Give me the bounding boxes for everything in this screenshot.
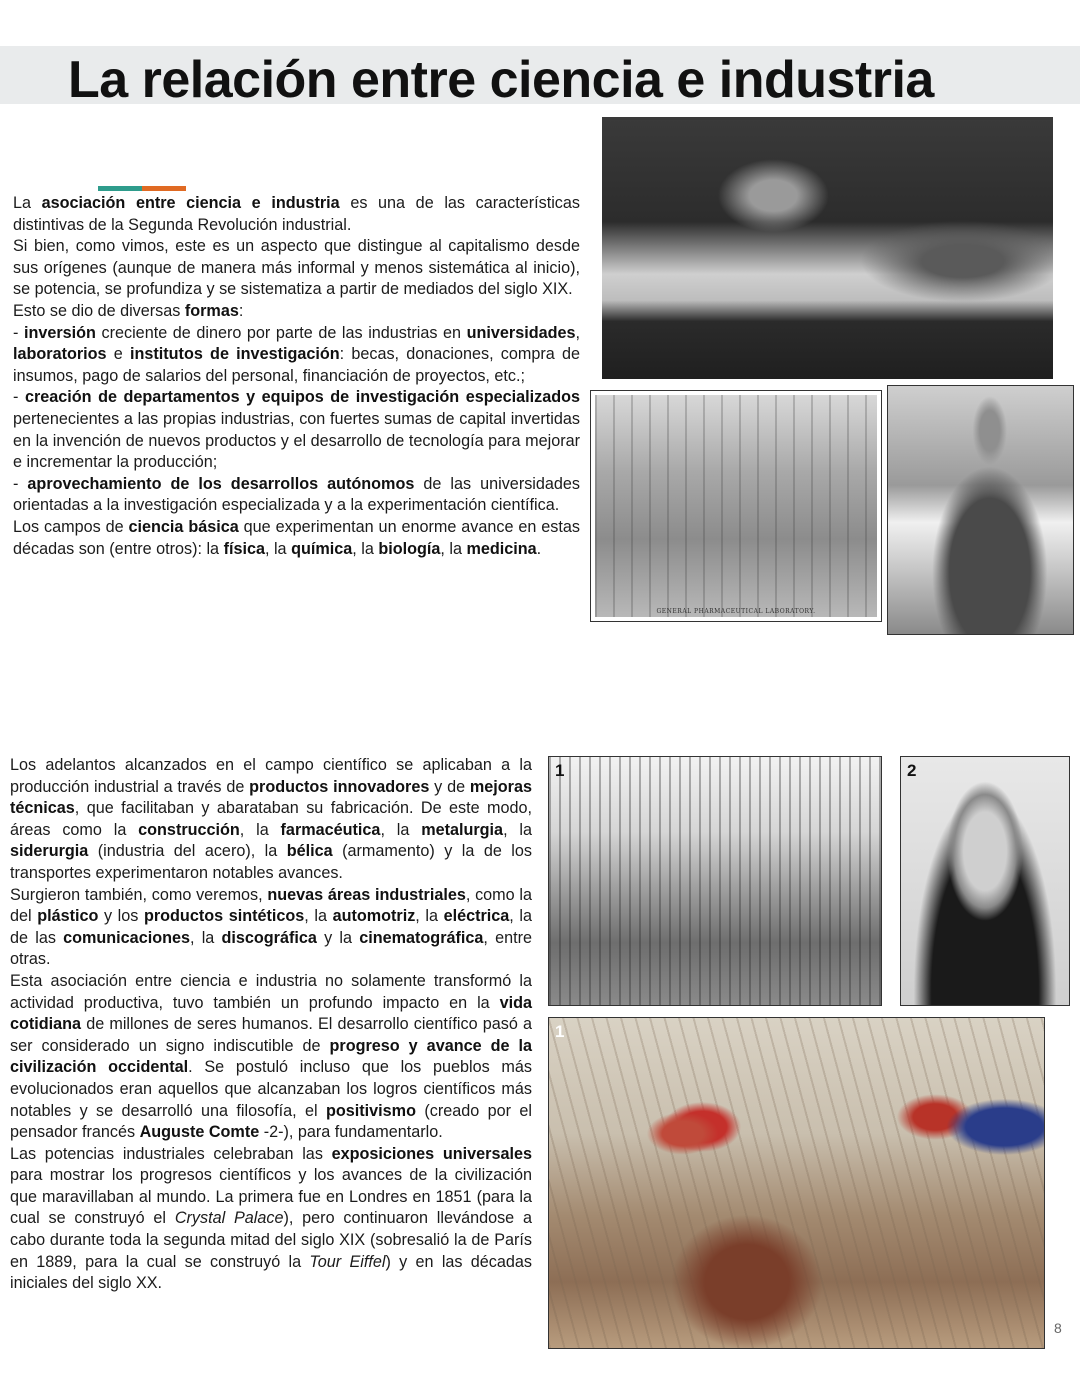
bold-text: automotriz (332, 907, 416, 926)
bold-text: vida cotidiana (10, 993, 532, 1034)
bold-text: universidades (466, 323, 576, 342)
pharmaceutical-laboratory-engraving (590, 390, 882, 622)
bold-text: comunicaciones (63, 928, 190, 947)
text-run: Si bien, como vimos, este es un aspecto que distingue al capitalismo desde sus orígenes (aunque de manera más informal y menos sistemática al inicio), se potencia, se profundiza y se sistematiza a partir de mediados del siglo XIX. (13, 237, 580, 299)
text-run: ), pero continuaron llevándose a cabo durante toda la segunda mitad del siglo XIX (sobresalió la de París en 1889, para la cual se construyó la (10, 1209, 533, 1271)
laboratory-photo (602, 117, 1053, 379)
text-run: , la (415, 907, 444, 926)
intro-text-block (13, 193, 580, 560)
bold-text: laboratorios (13, 345, 107, 364)
paragraph (13, 474, 580, 517)
text-run: y la (316, 928, 360, 947)
bold-text: asociación entre ciencia e industria (41, 194, 340, 212)
text-run: (armamento) y la de los transportes experimentaron notables avances. (10, 842, 532, 882)
text-run: , la (304, 907, 333, 926)
italic-text: Tour Eiffel (309, 1252, 386, 1271)
text-run: , la (264, 539, 292, 558)
text-run: , la (189, 928, 222, 947)
bold-text: Auguste Comte (139, 1123, 260, 1142)
text-run: (creado por el pensador francés (10, 1101, 532, 1142)
bold-text: mejoras técnicas (10, 777, 532, 818)
text-run: , la (352, 539, 379, 558)
text-run: , la de las (10, 907, 532, 947)
text-run: y los (98, 907, 144, 926)
text-run: . Se postuló incluso que los pueblos más evolucionados eran aquellos que alcanzaban los logros científicos más notables y se desarrolló una filosofía, el (10, 1058, 532, 1120)
image-number-label: 1 (555, 1022, 565, 1041)
paragraph (13, 517, 580, 560)
bold-text: química (291, 539, 353, 558)
text-run: de las universidades orientadas a la investigación especializada y a la experimentación científica. (13, 474, 580, 515)
bold-text: farmacéutica (280, 820, 381, 839)
page-number: 8 (1054, 1320, 1062, 1336)
text-run: para mostrar los progresos científicos y los avances de la civilización que maravillaban al mundo. La primera fue en Londres en 1851 (para la cual se construyó el (10, 1166, 532, 1228)
text-run: Los adelantos alcanzados en el campo científico se aplicaban a la producción industrial a través de (10, 756, 532, 796)
text-run: pertenecientes a las propias industrias, con fuertes sumas de capital invertidas en la invención de nuevos productos y el desarrollo de tecnología para mejorar e incrementar la producción; (13, 409, 580, 472)
text-run: Esto se dio de diversas (13, 301, 185, 320)
text-run: Esta asociación entre ciencia e industria no solamente transformó la actividad productiva, tuvo también un profundo impacto en la (10, 971, 532, 1012)
text-run: de millones de seres humanos. El desarrollo científico pasó a ser considerado un signo indiscutible de (10, 1015, 532, 1055)
text-run: que experimentan un enorme avance en estas décadas son (entre otros): la (13, 517, 580, 558)
paragraph (13, 387, 580, 473)
image-number-label: 1 (555, 761, 565, 780)
engraving-caption: GENERAL PHARMACEUTICAL LABORATORY. (656, 608, 816, 615)
text-run: Surgieron también, como veremos, (10, 885, 268, 904)
bold-text: ciencia básica (128, 517, 239, 536)
text-run: es una de las características distintivas de la Segunda Revolución industrial. (13, 194, 580, 234)
accent-bar-teal (98, 186, 142, 191)
accent-bar-orange (142, 186, 186, 191)
text-run: e (106, 345, 130, 364)
text-run: creciente de dinero por parte de las industrias en (95, 323, 467, 342)
bold-text: eléctrica (443, 907, 510, 926)
bold-text: nuevas áreas industriales (267, 885, 466, 904)
bold-text: plástico (37, 907, 99, 926)
text-run: La (13, 194, 42, 212)
bold-text: discográfica (221, 928, 317, 947)
text-run: , la (440, 539, 467, 558)
bold-text: construcción (138, 820, 240, 839)
bold-text: metalurgia (421, 820, 504, 839)
text-run: - (13, 323, 24, 342)
paragraph (10, 755, 532, 885)
text-run: ) y en las décadas iniciales del siglo XX. (10, 1252, 533, 1293)
bold-text: biología (378, 539, 441, 558)
bold-text: creación de departamentos y equipos de investigación especializados (24, 388, 580, 407)
text-run: , la (239, 820, 281, 839)
text-run: , la (503, 820, 532, 839)
text-run: -2-), para fundamentarlo. (259, 1123, 443, 1142)
bold-text: bélica (286, 842, 333, 861)
bold-text: medicina (466, 539, 537, 558)
great-exhibition-interior-illustration (548, 1017, 1045, 1349)
text-run: - (13, 474, 28, 493)
crystal-palace-photo (548, 756, 882, 1006)
bold-text: física (223, 539, 265, 558)
paragraph (10, 971, 532, 1144)
bold-text: productos sintéticos (143, 907, 305, 926)
paragraph (13, 323, 580, 388)
text-run: , la (380, 820, 422, 839)
text-run: (industria del acero), la (88, 842, 287, 861)
second-text-block (10, 755, 532, 1295)
text-run: , que facilitaban y abarataban su fabricación. De este modo, áreas como la (10, 799, 532, 839)
text-run: - (13, 388, 25, 407)
bold-text: productos innovadores (249, 777, 430, 796)
bold-text: progreso y avance de la civilización occidental (10, 1036, 532, 1077)
text-run: . (536, 539, 542, 558)
curie-laboratory-photo (887, 385, 1074, 635)
image-number-label: 2 (907, 761, 917, 780)
paragraph (13, 301, 580, 323)
bold-text: aprovechamiento de los desarrollos autónomos (27, 474, 415, 493)
text-run: Las potencias industriales celebraban las (10, 1144, 332, 1163)
bold-text: formas (184, 301, 239, 320)
bold-text: cinematográfica (359, 928, 484, 947)
auguste-comte-portrait (900, 756, 1070, 1006)
paragraph (10, 1144, 532, 1295)
paragraph (13, 236, 580, 301)
text-run: : becas, donaciones, compra de insumos, pago de salarios del personal, financiación de proyectos, etc.; (13, 345, 580, 385)
bold-text: exposiciones universales (331, 1144, 532, 1163)
text-run: : (238, 301, 244, 320)
text-run: , (575, 323, 581, 342)
paragraph (13, 193, 580, 236)
bold-text: siderurgia (10, 842, 89, 861)
text-run: , entre otras. (10, 928, 532, 969)
bold-text: positivismo (326, 1101, 416, 1120)
bold-text: inversión (23, 323, 96, 342)
text-run: y de (429, 777, 470, 796)
text-run: , como la del (10, 885, 532, 926)
page-title: La relación entre ciencia e industria (68, 51, 934, 109)
bold-text: institutos de investigación (130, 345, 340, 364)
italic-text: Crystal Palace (174, 1209, 284, 1228)
text-run: Los campos de (13, 517, 129, 536)
paragraph (10, 885, 532, 971)
